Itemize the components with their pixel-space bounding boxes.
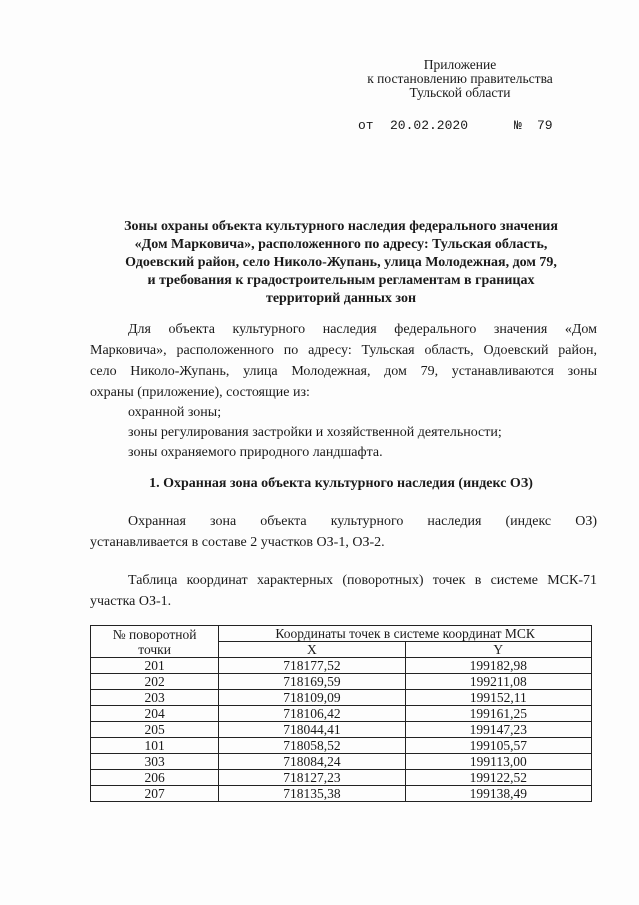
col-point-header-line-2: точки [138, 641, 171, 657]
y-cell: 199105,57 [405, 738, 591, 754]
title-line-4: и требования к градостроительным регламентам в границах [147, 273, 535, 288]
x-cell: 718169,59 [219, 674, 405, 690]
appendix-region-line: Тульской области [409, 85, 511, 100]
table-header-row [91, 626, 592, 642]
intro-line-3: село Николо-Жупань, улица Молодежная, дом 79, устанавливаются зоны [90, 364, 597, 379]
y-cell: 199211,08 [405, 674, 591, 690]
intro-line-2: Марковича», расположенного по адресу: Тульская область, Одоевский район, [90, 343, 597, 358]
intro-line-4: охраны (приложение), состоящие из: [90, 385, 310, 400]
title-line-5: территорий данных зон [265, 291, 417, 306]
point-cell: 202 [91, 674, 219, 690]
y-cell: 199138,49 [405, 786, 591, 802]
coordinates-table [90, 625, 592, 802]
number-prefix: № [514, 118, 522, 133]
x-cell: 718044,41 [219, 722, 405, 738]
title-line-1: Зоны охраны объекта культурного наследия федерального значения [124, 219, 558, 234]
col-point-header [91, 626, 219, 658]
zone-list-item: зоны регулирования застройки и хозяйственной деятельности; [128, 425, 502, 440]
point-cell: 207 [91, 786, 219, 802]
col-point-header-line-1: № поворотной [112, 626, 197, 642]
intro-line-1: Для объекта культурного наследия федерального значения «Дом [128, 322, 597, 337]
table-row [91, 722, 592, 738]
section-1-para-line-1: Охранная зона объекта культурного наследия (индекс ОЗ) [128, 514, 597, 529]
x-cell: 718058,52 [219, 738, 405, 754]
col-y-header: Y [405, 642, 591, 658]
point-cell: 204 [91, 706, 219, 722]
table-caption-line-1: Таблица координат характерных (поворотных) точек в системе МСК-71 [128, 573, 597, 588]
y-cell: 199152,11 [405, 690, 591, 706]
section-1-heading: 1. Охранная зона объекта культурного наследия (индекс ОЗ) [149, 476, 533, 491]
decree-date: 20.02.2020 [390, 118, 469, 133]
point-cell: 201 [91, 658, 219, 674]
point-cell: 101 [91, 738, 219, 754]
decree-number: 79 [537, 118, 553, 133]
x-cell: 718109,09 [219, 690, 405, 706]
zone-list-item: зоны охраняемого природного ландшафта. [128, 445, 383, 460]
point-cell: 205 [91, 722, 219, 738]
x-cell: 718084,24 [219, 754, 405, 770]
table-row [91, 786, 592, 802]
appendix-decree-line: к постановлению правительства [367, 71, 553, 86]
table-row [91, 706, 592, 722]
table-row [91, 754, 592, 770]
appendix-label: Приложение [423, 57, 497, 72]
point-cell: 206 [91, 770, 219, 786]
y-cell: 199113,00 [405, 754, 591, 770]
title-line-3: Одоевский район, село Николо-Жупань, улица Молодежная, дом 79, [125, 255, 557, 270]
col-coords-header: Координаты точек в системе координат МСК [219, 626, 592, 642]
y-cell: 199122,52 [405, 770, 591, 786]
x-cell: 718135,38 [219, 786, 405, 802]
appendix-header [340, 58, 580, 100]
point-cell: 303 [91, 754, 219, 770]
table-row [91, 674, 592, 690]
title-line-2: «Дом Марковича», расположенного по адресу: Тульская область, [134, 237, 548, 252]
y-cell: 199182,98 [405, 658, 591, 674]
y-cell: 199161,25 [405, 706, 591, 722]
table-row [91, 658, 592, 674]
table-row [91, 690, 592, 706]
table-row [91, 738, 592, 754]
x-cell: 718177,52 [219, 658, 405, 674]
document-title [60, 218, 622, 308]
x-cell: 718127,23 [219, 770, 405, 786]
date-prefix: от [358, 118, 374, 133]
x-cell: 718106,42 [219, 706, 405, 722]
table-row [91, 770, 592, 786]
table-caption-line-2: участка ОЗ-1. [90, 594, 172, 609]
col-x-header: X [219, 642, 405, 658]
y-cell: 199147,23 [405, 722, 591, 738]
section-1-para-line-2: устанавливается в составе 2 участков ОЗ-1, ОЗ-2. [90, 535, 385, 550]
zone-list-item: охранной зоны; [128, 405, 222, 420]
point-cell: 203 [91, 690, 219, 706]
